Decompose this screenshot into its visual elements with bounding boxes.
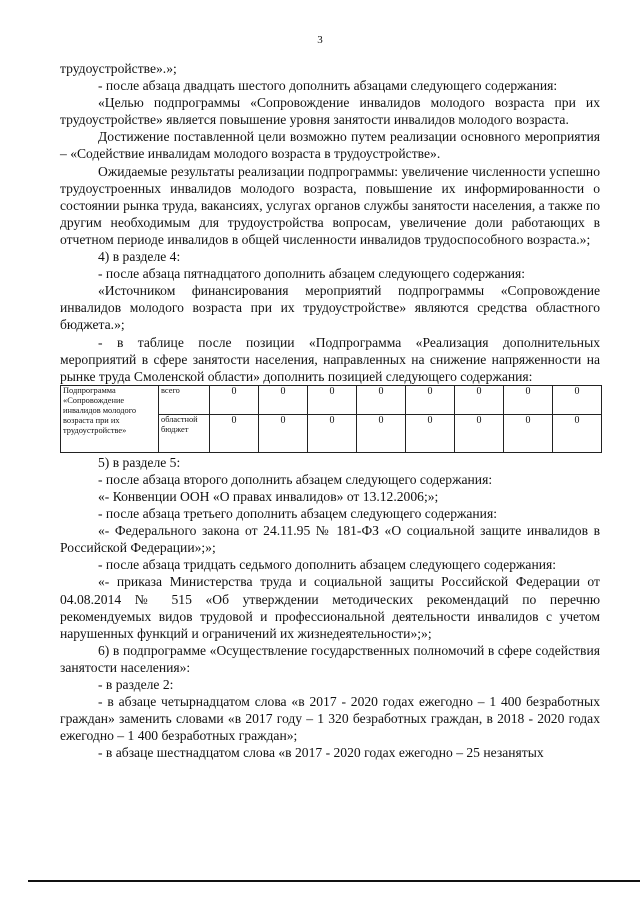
paragraph: - после абзаца второго дополнить абзацем следующего содержания: xyxy=(98,471,493,487)
page-number: 3 xyxy=(317,34,323,46)
value-cell: 0 xyxy=(406,414,455,452)
value-cell: 0 xyxy=(455,414,504,452)
value-cell: 0 xyxy=(455,385,504,414)
footer-rule xyxy=(28,880,640,882)
value-cell: 0 xyxy=(357,414,406,452)
paragraph: Ожидаемые результаты реализации подпрограммы: увеличение численности успешно трудоустроенных инвалидов молодого возраста, повышение их информированности о состоянии рынка труда, вакансиях, услугах органов службы занятости населения, а также по другим необходимым для трудоустройства вопросам, увеличение доли работающих в отчетном периоде инвалидов в общей численности инвалидов трудоспособного возраста.»; xyxy=(60,163,600,247)
paragraph: «- Конвенции ООН «О правах инвалидов» от 13.12.2006;»; xyxy=(98,488,439,504)
paragraph: «- Федерального закона от 24.11.95 № 181-ФЗ «О социальной защите инвалидов в Российской Федерации»;»; xyxy=(60,523,600,556)
paragraph: - после абзаца двадцать шестого дополнить абзацами следующего содержания: xyxy=(98,78,558,94)
value-cell: 0 xyxy=(308,385,357,414)
value-cell: 0 xyxy=(553,414,602,452)
value-cell: 0 xyxy=(259,414,308,452)
paragraph: 6) в подпрограмме «Осуществление государственных полномочий в сфере содействия занятости населения»: xyxy=(60,642,600,675)
paragraphs-after-table xyxy=(60,454,600,762)
table-row xyxy=(61,385,602,414)
paragraph: 4) в разделе 4: xyxy=(98,249,181,265)
paragraph: - в абзаце шестнадцатом слова «в 2017 - 2020 годах ежегодно – 25 незанятых xyxy=(98,745,544,761)
value-cell: 0 xyxy=(210,414,259,452)
funding-table xyxy=(60,385,602,453)
paragraph: - после абзаца третьего дополнить абзацем следующего содержания: xyxy=(98,506,497,522)
value-cell: 0 xyxy=(504,385,553,414)
paragraph: - в таблице после позиции «Подпрограмма «Реализация дополнительных мероприятий в сфере занятости населения, направленных на снижение напряженности на рынке труда Смоленской области» дополнить позицией следующего содержания: xyxy=(60,334,600,384)
paragraphs-before-table xyxy=(60,60,600,385)
value-cell: 0 xyxy=(259,385,308,414)
program-name-cell: Подпрограмма «Сопровождение инвалидов молодого возраста при их трудоустройстве» xyxy=(61,385,159,452)
paragraph: «Источником финансирования мероприятий подпрограммы «Сопровождение инвалидов молодого возраста при их трудоустройстве» являются средства областного бюджета.»; xyxy=(60,283,600,333)
paragraph: 5) в разделе 5: xyxy=(98,454,181,470)
paragraph: - после абзаца пятнадцатого дополнить абзацем следующего содержания: xyxy=(98,266,526,282)
value-cell: 0 xyxy=(406,385,455,414)
paragraph: «Целью подпрограммы «Сопровождение инвалидов молодого возраста при их трудоустройстве» является повышение уровня занятости инвалидов молодого возраста. xyxy=(60,95,600,128)
value-cell: 0 xyxy=(308,414,357,452)
paragraph: - в разделе 2: xyxy=(98,677,174,692)
value-cell: 0 xyxy=(357,385,406,414)
paragraph: «- приказа Министерства труда и социальной защиты Российской Федерации от 04.08.2014 № 515 «Об утверждении методических рекомендаций по перечню рекомендуемых видов трудовой и профессиональной деятельности инвалидов с учетом нарушенных функций и ограничений их жизнедеятельности»;»; xyxy=(60,574,600,641)
paragraph: - в абзаце четырнадцатом слова «в 2017 - 2020 годах ежегодно – 1 400 безработных граждан» заменить словами «в 2017 году – 1 320 безработных граждан, в 2018 - 2020 годах ежегодно – 1 400 безработных граждан»; xyxy=(60,694,600,744)
value-cell: 0 xyxy=(210,385,259,414)
value-cell: 0 xyxy=(553,385,602,414)
source-label-cell: областной бюджет xyxy=(159,414,210,452)
source-label-cell: всего xyxy=(159,385,210,414)
document-body xyxy=(60,60,600,761)
paragraph: Достижение поставленной цели возможно путем реализации основного мероприятия – «Содействие инвалидам молодого возраста в трудоустройстве». xyxy=(60,129,600,162)
paragraph: - после абзаца тридцать седьмого дополнить абзацем следующего содержания: xyxy=(98,557,557,573)
value-cell: 0 xyxy=(504,414,553,452)
paragraph: трудоустройстве».»; xyxy=(60,61,177,76)
